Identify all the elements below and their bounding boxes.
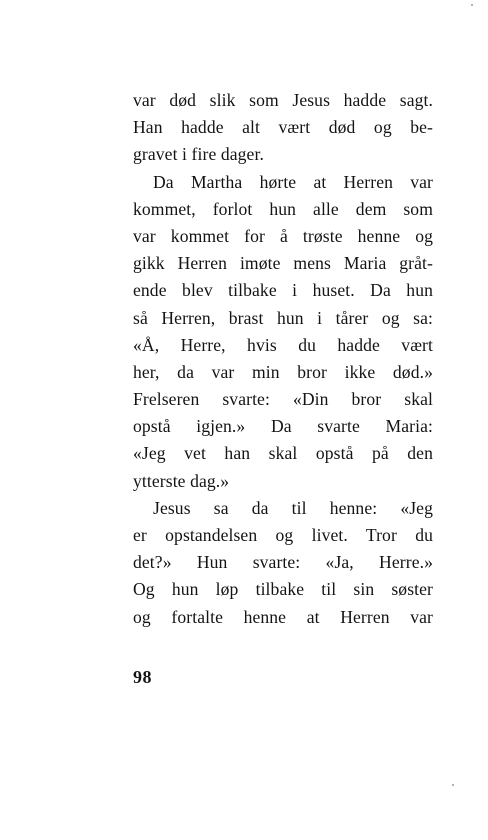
text-line: ytterste dag.»: [133, 470, 230, 491]
text-line: var død slik som Jesus hadde sagt.: [133, 90, 433, 110]
text-line: ende blev tilbake i huset. Da hun: [133, 280, 433, 301]
text-line: var kommet for å trøste henne og: [133, 225, 433, 246]
paper-speck: [471, 4, 473, 6]
text-line: Jesus sa da til henne: «Jeg: [153, 497, 433, 518]
text-line: er opstandelsen og livet. Tror du: [133, 525, 433, 545]
text-line: «Å, Herre, hvis du hadde vært: [133, 334, 433, 355]
paper-speck: [452, 784, 454, 786]
text-line: Og hun løp tilbake til sin søster: [133, 579, 433, 600]
text-line: Frelseren svarte: «Din bror skal: [133, 389, 433, 410]
text-line: gikk Herren imøte mens Maria gråt-: [133, 253, 433, 274]
text-line: kommet, forlot hun alle dem som: [133, 198, 433, 219]
text-line: opstå igjen.» Da svarte Maria:: [133, 416, 433, 437]
text-line: så Herren, brast hun i tårer og sa:: [133, 307, 433, 328]
text-line: Da Martha hørte at Herren var: [153, 171, 433, 192]
page-number: 98: [133, 667, 152, 687]
text-line: her, da var min bror ikke død.»: [133, 361, 433, 382]
body-text: [133, 87, 433, 631]
text-line: Han hadde alt vært død og be-: [133, 117, 433, 138]
text-line: og fortalte henne at Herren var: [133, 606, 433, 627]
text-line: «Jeg vet han skal opstå på den: [133, 443, 433, 464]
text-line: det?» Hun svarte: «Ja, Herre.»: [133, 552, 433, 573]
text-line: gravet i fire dager.: [133, 144, 264, 165]
